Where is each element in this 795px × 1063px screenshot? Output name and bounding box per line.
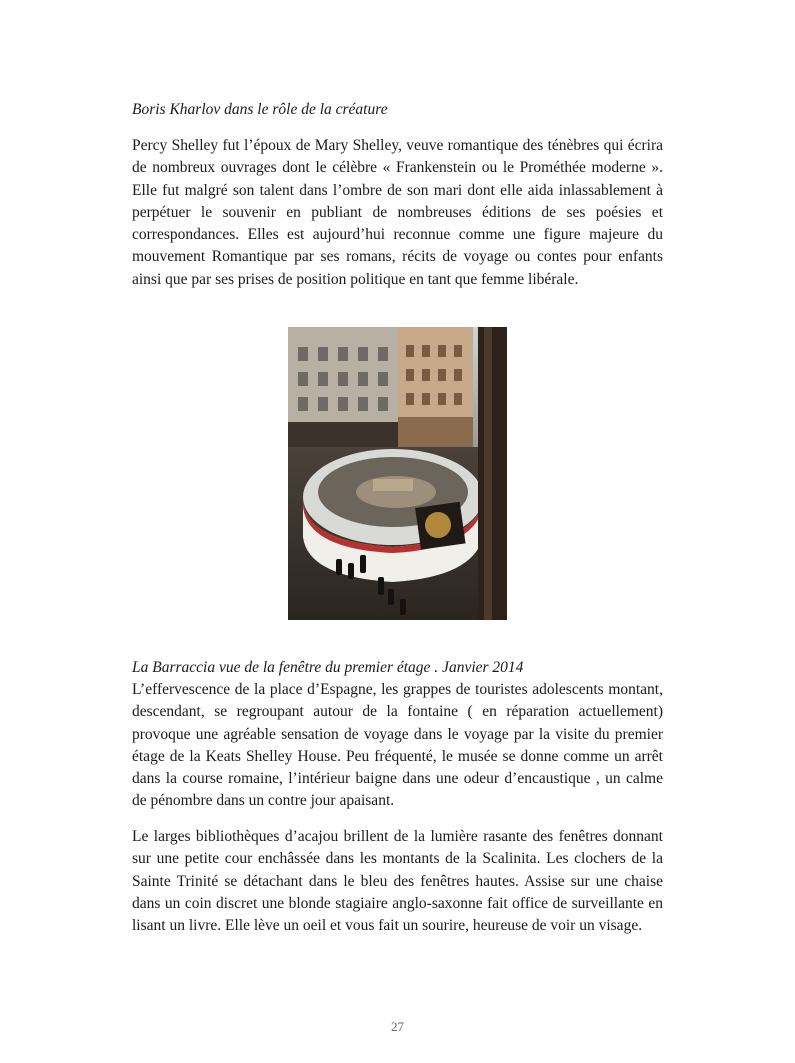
paragraph-place-d-espagne: L’effervescence de la place d’Espagne, les grappes de touristes adolescents montant, descendant, se regroupant autour de la fontaine ( en réparation actuellement) provoque une agréable sensation de voyage dans le voyage par la visite du premier étage de la Keats Shelley House. Peu fréquenté, le musée se donne comme un arrêt dans la course romaine, l’intérieur baigne dans une odeur d’encaustique , un calme de pénombre dans un contre jour apaisant. (132, 681, 663, 810)
photo-caption-2: La Barraccia vue de la fenêtre du premier étage . Janvier 2014 (132, 659, 524, 676)
paragraph-mary-shelley: Percy Shelley fut l’époux de Mary Shelley, veuve romantique des ténèbres qui écrira de nombreux ouvrages dont le célèbre « Frankenstein ou le Prométhée moderne ». Elle fut malgré son talent dans l’ombre de son mari dont elle aida inlassablement à perpétuer le souvenir en publiant de nombreuses éditions de ses poésies et correspondances. Elles est aujourd’hui reconnue comme une figure majeure du mouvement Romantique par ses romans, récits de voyage ou contes pour enfants ainsi que par ses prises de position politique en tant que femme libérale. (132, 137, 663, 288)
photo-caption-1: Boris Kharlov dans le rôle de la créature (132, 101, 388, 118)
paragraph-bibliotheques: Le larges bibliothèques d’acajou brillent de la lumière rasante des fenêtres donnant sur une petite cour enchâssée dans les montants de la Scalinita. Les clochers de la Sainte Trinité se détachant dans le bleu des fenêtres hautes. Assise sur une chaise dans un coin discret une blonde stagiaire anglo-saxonne fait office de surveillante en lisant un livre. Elle lève un oeil et vous fait un sourire, heureuse de voir un visage. (132, 828, 663, 935)
page-number: 27 (391, 1019, 404, 1034)
photo-barcaccia-fountain (288, 327, 507, 620)
